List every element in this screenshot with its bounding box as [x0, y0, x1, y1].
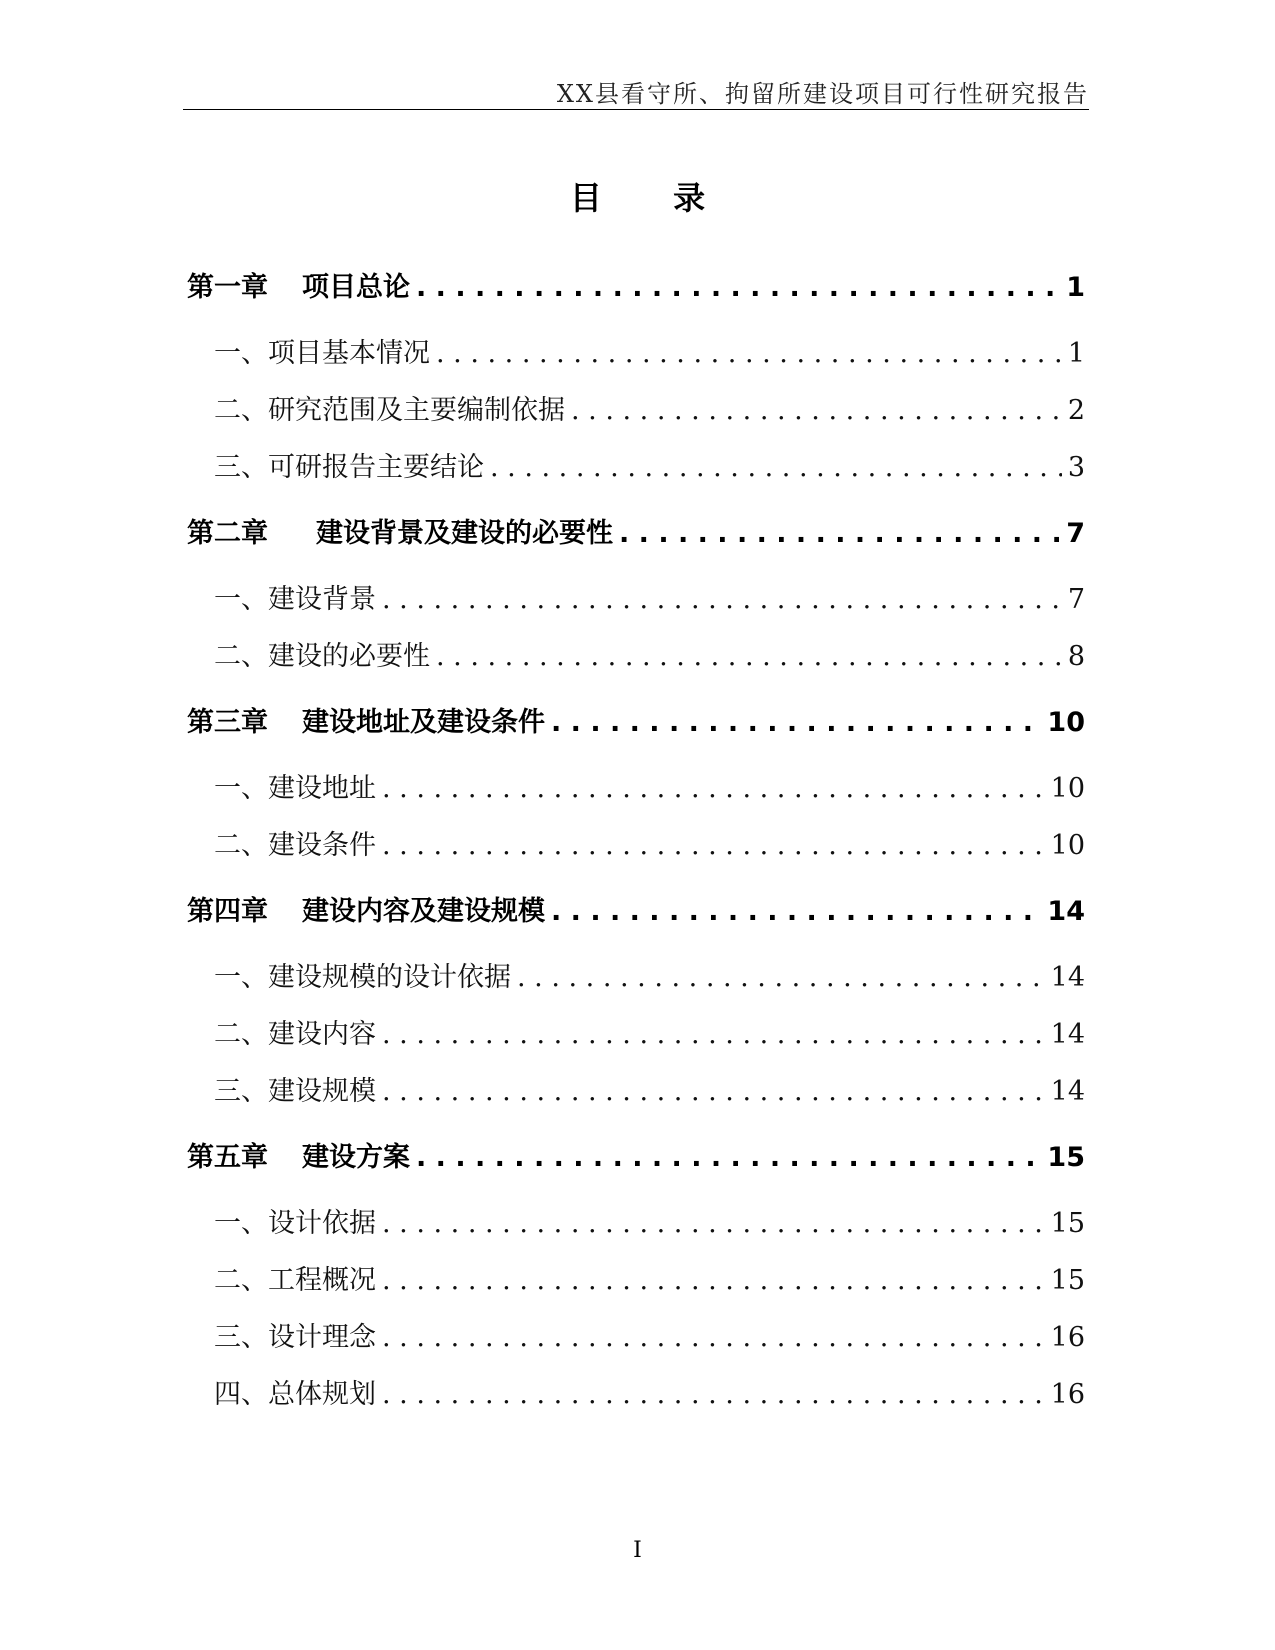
toc-dot-leader	[416, 1142, 1041, 1173]
toc-section-entry[interactable]	[187, 1012, 1085, 1069]
toc-dot-leader	[382, 1076, 1045, 1107]
toc-list	[187, 265, 1085, 1429]
toc-page-number: 7	[1066, 518, 1085, 549]
toc-page-number: 14	[1047, 896, 1085, 927]
toc-dot-leader	[436, 641, 1062, 672]
toc-dot-leader	[382, 1208, 1045, 1239]
toc-page-number: 14	[1050, 1076, 1085, 1107]
toc-section-entry[interactable]	[187, 388, 1085, 445]
toc-page-number: 15	[1047, 1142, 1085, 1173]
toc-page-number: 15	[1050, 1265, 1085, 1296]
toc-page-number: 2	[1067, 395, 1085, 426]
toc-chapter-entry[interactable]	[187, 1135, 1085, 1201]
toc-section-title: 一、建设背景	[214, 584, 376, 615]
toc-section-entry[interactable]	[187, 1258, 1085, 1315]
toc-section-title: 二、建设内容	[214, 1019, 376, 1050]
toc-section-title: 一、项目基本情况	[214, 338, 430, 369]
toc-section-entry[interactable]	[187, 1372, 1085, 1429]
toc-chapter-entry[interactable]	[187, 511, 1085, 577]
toc-section-entry[interactable]	[187, 766, 1085, 823]
toc-chapter-title: 项目总论	[302, 272, 410, 303]
toc-section-title: 二、研究范围及主要编制依据	[214, 395, 565, 426]
header-divider	[183, 109, 1089, 110]
toc-section-title: 二、建设的必要性	[214, 641, 430, 672]
toc-section-entry[interactable]	[187, 955, 1085, 1012]
toc-section-entry[interactable]	[187, 445, 1085, 511]
toc-section-title: 三、可研报告主要结论	[214, 452, 484, 483]
toc-section-title: 一、设计依据	[214, 1208, 376, 1239]
toc-chapter-number: 第二章	[187, 518, 268, 549]
toc-title: 目 录	[569, 179, 736, 217]
toc-page-number: 14	[1050, 1019, 1085, 1050]
toc-section-title: 一、建设地址	[214, 773, 376, 804]
toc-chapter-number: 第五章	[187, 1142, 268, 1173]
toc-page-number: 8	[1067, 641, 1085, 672]
toc-dot-leader	[571, 395, 1062, 426]
toc-dot-leader	[416, 272, 1060, 303]
toc-page-number: 10	[1047, 707, 1085, 738]
toc-dot-leader	[382, 1265, 1045, 1296]
toc-dot-leader	[382, 773, 1045, 804]
toc-page-number: 16	[1050, 1379, 1085, 1410]
toc-section-entry[interactable]	[187, 823, 1085, 889]
toc-section-entry[interactable]	[187, 1069, 1085, 1135]
page-footer-number: I	[633, 1538, 642, 1563]
toc-dot-leader	[382, 830, 1045, 861]
toc-page-number: 1	[1066, 272, 1085, 303]
toc-page-number: 10	[1050, 830, 1085, 861]
toc-dot-leader	[382, 1379, 1045, 1410]
toc-section-title: 三、建设规模	[214, 1076, 376, 1107]
toc-page-number: 10	[1050, 773, 1085, 804]
toc-section-entry[interactable]	[187, 577, 1085, 634]
toc-page-number: 1	[1067, 338, 1085, 369]
toc-page-number: 16	[1050, 1322, 1085, 1353]
toc-dot-leader	[619, 518, 1060, 549]
toc-section-title: 三、设计理念	[214, 1322, 376, 1353]
toc-section-title: 四、总体规划	[214, 1379, 376, 1410]
toc-chapter-title: 建设内容及建设规模	[302, 896, 545, 927]
toc-section-entry[interactable]	[187, 1201, 1085, 1258]
toc-dot-leader	[436, 338, 1062, 369]
toc-section-title: 二、建设条件	[214, 830, 376, 861]
toc-dot-leader	[551, 896, 1041, 927]
toc-chapter-title: 建设方案	[302, 1142, 410, 1173]
toc-section-title: 一、建设规模的设计依据	[214, 962, 511, 993]
toc-dot-leader	[490, 452, 1062, 483]
toc-chapter-entry[interactable]	[187, 700, 1085, 766]
toc-page-number: 15	[1050, 1208, 1085, 1239]
toc-chapter-number: 第一章	[187, 272, 268, 303]
toc-chapter-title: 建设地址及建设条件	[302, 707, 545, 738]
toc-dot-leader	[517, 962, 1045, 993]
toc-section-entry[interactable]	[187, 331, 1085, 388]
toc-chapter-number: 第三章	[187, 707, 268, 738]
toc-dot-leader	[382, 1019, 1045, 1050]
running-header-title: XX县看守所、拘留所建设项目可行性研究报告	[556, 80, 1089, 108]
toc-chapter-entry[interactable]	[187, 889, 1085, 955]
toc-chapter-title: 建设背景及建设的必要性	[316, 518, 613, 549]
toc-section-entry[interactable]	[187, 634, 1085, 700]
toc-page-number: 3	[1067, 452, 1085, 483]
toc-chapter-entry[interactable]	[187, 265, 1085, 331]
toc-section-title: 二、工程概况	[214, 1265, 376, 1296]
toc-page-number: 7	[1067, 584, 1085, 615]
toc-dot-leader	[382, 1322, 1045, 1353]
toc-chapter-number: 第四章	[187, 896, 268, 927]
toc-page-number: 14	[1050, 962, 1085, 993]
toc-section-entry[interactable]	[187, 1315, 1085, 1372]
toc-dot-leader	[382, 584, 1062, 615]
toc-dot-leader	[551, 707, 1041, 738]
